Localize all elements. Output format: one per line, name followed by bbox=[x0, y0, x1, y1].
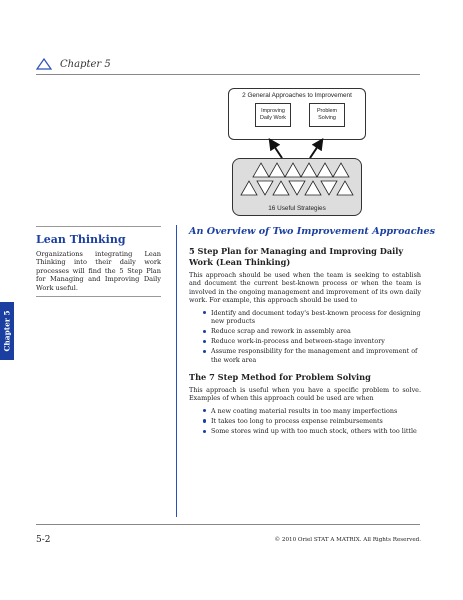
subsection-2-title: The 7 Step Method for Problem Solving bbox=[189, 371, 371, 382]
footer-rule bbox=[36, 524, 420, 525]
list-item: Assume responsibility for the management and improvement of the work area bbox=[203, 347, 421, 363]
main-column bbox=[189, 226, 436, 443]
improving-daily-work-box: Improving Daily Work bbox=[255, 103, 291, 127]
list-item: It takes too long to process expense reimbursements bbox=[203, 417, 421, 425]
problem-solving-box: Problem Solving bbox=[309, 103, 345, 127]
subsection-1-list bbox=[189, 309, 421, 364]
arrows-graphic bbox=[226, 138, 366, 160]
subsection-2-list bbox=[189, 407, 421, 436]
chapter-label: Chapter 5 bbox=[60, 58, 111, 70]
list-item: Some stores wind up with too much stock, others with too little bbox=[203, 427, 421, 435]
section-title: An Overview of Two Improvement Approaches bbox=[189, 226, 436, 237]
sidebar-top-rule bbox=[36, 226, 161, 227]
strategies-box bbox=[232, 158, 362, 216]
running-header bbox=[36, 58, 111, 70]
chapter-tab bbox=[0, 302, 14, 360]
list-item: Identify and document today's best-known process for designing new products bbox=[203, 309, 421, 325]
copyright: © 2010 Oriel STAT A MATRIX. All Rights Reserved. bbox=[274, 537, 421, 543]
chapter-tab-label: Chapter 5 bbox=[2, 310, 12, 352]
sidebar-bottom-rule bbox=[36, 296, 161, 297]
approaches-box bbox=[228, 88, 366, 140]
list-item: Reduce work-in-process and between-stage inventory bbox=[203, 337, 421, 345]
approaches-box-title: 2 General Approaches to Improvement bbox=[242, 92, 352, 99]
arrow-to-daily-work bbox=[272, 143, 282, 158]
triangle-icon bbox=[36, 58, 52, 70]
subsection-2-body: This approach is useful when you have a specific problem to solve. Examples of when this approach could be used are when bbox=[189, 385, 421, 403]
header-rule bbox=[36, 74, 420, 75]
arrow-to-problem-solving bbox=[310, 143, 320, 158]
sidebar-body: Organizations integrating Lean Thinking into their daily work processes will find the 5 Step Plan for Managing and Improving Daily Work useful. bbox=[36, 250, 161, 292]
list-item: Reduce scrap and rework in assembly area bbox=[203, 327, 421, 335]
approaches-diagram bbox=[226, 88, 366, 216]
sidebar-title: Lean Thinking bbox=[36, 233, 126, 246]
page-number: 5-2 bbox=[36, 535, 51, 545]
column-divider bbox=[176, 225, 177, 517]
strategies-label: 16 Useful Strategies bbox=[268, 205, 326, 212]
list-item: A new coating material results in too many imperfections bbox=[203, 407, 421, 415]
triangles-graphic bbox=[233, 159, 361, 203]
subsection-1-body: This approach should be used when the team is seeking to establish and document the current best-known process or when the team is involved in the ongoing management and improvement of its own daily work. For example, this approach should be used to bbox=[189, 271, 421, 305]
subsection-1-title: 5 Step Plan for Managing and Improving Daily Work (Lean Thinking) bbox=[189, 246, 404, 267]
